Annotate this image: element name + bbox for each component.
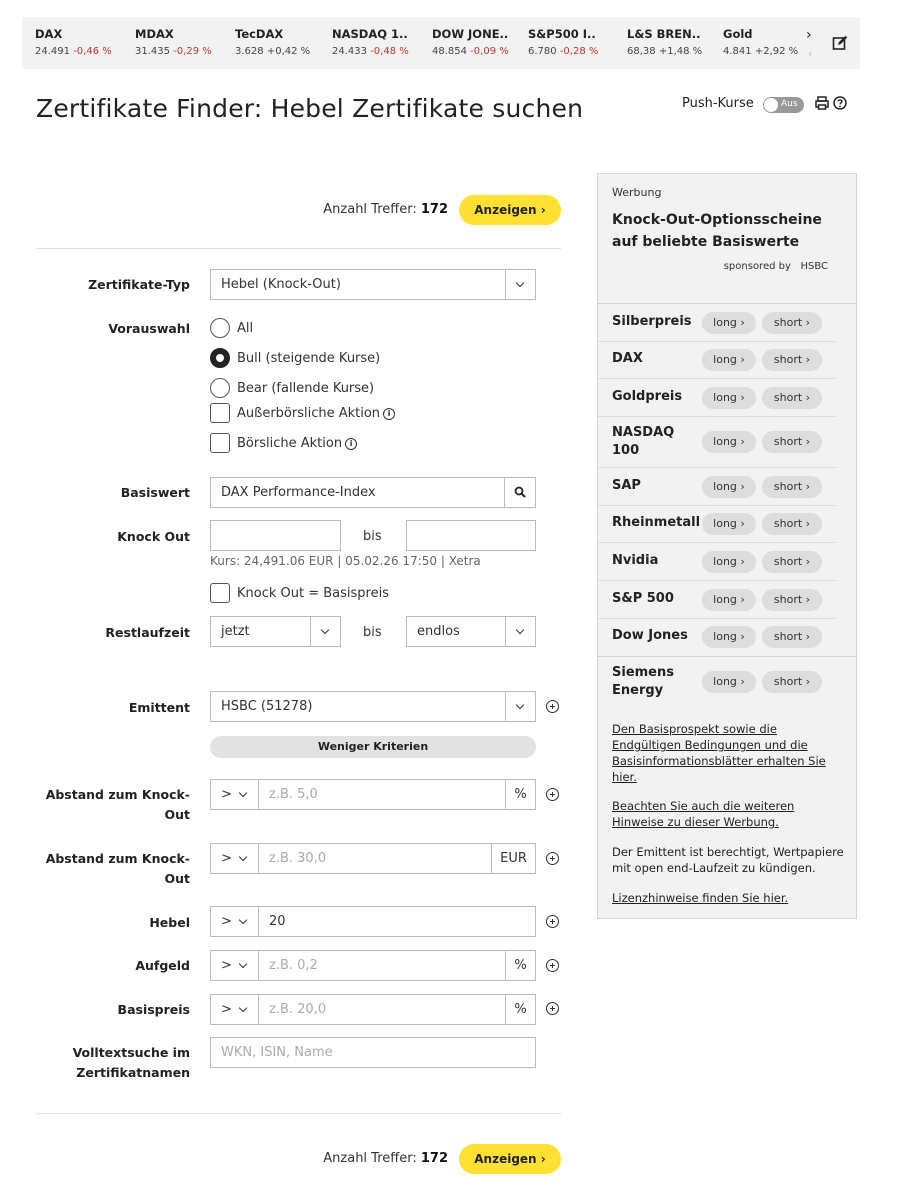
ad-underlying-row — [598, 543, 836, 581]
ticker-value: 24.491 — [35, 46, 70, 57]
issuer-label: Emittent — [128, 700, 190, 715]
premium-placeholder: z.B. 0,2 — [269, 958, 318, 973]
chevron-down-icon — [229, 907, 259, 936]
page-title: Zertifikate Finder: Hebel Zertifikate suchen — [36, 94, 584, 123]
ticker-value: 31.435 — [135, 46, 170, 57]
search-icon — [514, 486, 526, 498]
divider — [36, 1113, 561, 1114]
hits-number: 172 — [420, 202, 448, 217]
edit-icon[interactable] — [832, 35, 848, 51]
checkbox-otc[interactable] — [210, 403, 230, 423]
ticker-item[interactable] — [723, 27, 798, 57]
ad-underlying-row — [598, 342, 836, 379]
search-button[interactable] — [504, 478, 535, 507]
leverage-value: 20 — [269, 914, 286, 929]
leverage-input[interactable] — [258, 906, 536, 937]
leverage-label: Hebel — [149, 915, 190, 930]
ticker-name: S&P500 I.. — [528, 27, 596, 41]
ticker-change: -0,09 % — [470, 46, 509, 57]
ad-underlying-row — [598, 506, 836, 543]
option-all-label: All — [237, 321, 254, 336]
divider — [36, 248, 561, 249]
toggle-state: Aus — [781, 99, 798, 109]
toggle-knob — [764, 98, 778, 112]
ad-underlying-row — [598, 581, 836, 619]
long-button[interactable]: long › — [702, 589, 756, 611]
type-label: Zertifikate-Typ — [88, 277, 190, 292]
hits-number: 172 — [420, 1151, 448, 1166]
option-otc-label: Außerbörsliche Aktion — [237, 406, 381, 421]
long-button[interactable]: long › — [702, 626, 756, 648]
checkbox-ko-equals-strike[interactable] — [210, 583, 230, 603]
knockout-label: Knock Out — [117, 529, 190, 544]
knockout-to-input[interactable] — [406, 520, 536, 551]
ticker-item[interactable] — [432, 27, 509, 57]
short-button[interactable]: short › — [762, 551, 822, 573]
ticker-value: 48.854 — [432, 46, 467, 57]
add-criterion-icon[interactable] — [546, 1002, 559, 1015]
ad-title: Knock-Out-Optionsscheine auf beliebte Basiswerte — [612, 212, 822, 250]
add-criterion-icon[interactable] — [546, 959, 559, 972]
maturity-label: Restlaufzeit — [105, 625, 190, 640]
operator-value: > — [221, 1002, 232, 1017]
option-exchange — [237, 434, 357, 454]
strike-placeholder: z.B. 20,0 — [269, 1002, 327, 1017]
show-results-button[interactable]: Anzeigen › — [459, 195, 561, 225]
show-results-button[interactable]: Anzeigen › — [459, 1144, 561, 1174]
hits-count — [323, 1151, 448, 1166]
operator-value: > — [221, 851, 232, 866]
underlying-name: DAX — [612, 351, 643, 366]
issuer-value: HSBC (51278) — [221, 699, 313, 714]
ticker-change: +1,48 % — [658, 46, 703, 57]
short-button[interactable]: short › — [762, 431, 822, 453]
underlying-name: Silberpreis — [612, 314, 692, 329]
maturity-bis: bis — [363, 625, 382, 640]
type-select[interactable] — [210, 269, 536, 300]
long-button[interactable]: long › — [702, 476, 756, 498]
leverage-operator[interactable] — [210, 906, 259, 937]
operator-value: > — [221, 914, 232, 929]
short-button[interactable]: short › — [762, 626, 822, 648]
maturity-to-select[interactable] — [406, 616, 536, 647]
short-button[interactable]: short › — [762, 387, 822, 409]
distance-pct-placeholder: z.B. 5,0 — [269, 787, 318, 802]
premium-input[interactable] — [258, 950, 536, 981]
ad-underlying-row — [598, 304, 836, 342]
ticker-name: NASDAQ 1.. — [332, 27, 408, 41]
ticker-item[interactable] — [332, 27, 409, 57]
chevron-down-icon — [229, 951, 259, 980]
help-icon[interactable] — [833, 96, 847, 110]
long-button[interactable]: long › — [702, 551, 756, 573]
ticker-item[interactable] — [235, 27, 310, 57]
unit-percent: % — [505, 780, 535, 809]
premium-label: Aufgeld — [135, 958, 190, 973]
short-button[interactable]: short › — [762, 476, 822, 498]
long-button[interactable]: long › — [702, 671, 756, 693]
type-value: Hebel (Knock-Out) — [221, 277, 341, 292]
chevron-down-icon — [310, 617, 340, 646]
hits-count — [323, 202, 448, 217]
distance-pct-label: Abstand zum Knock-Out — [45, 787, 190, 822]
ko-equals-strike-label: Knock Out = Basispreis — [237, 586, 389, 601]
sponsored-by-label: sponsored by — [723, 261, 791, 272]
notes-link[interactable]: Beachten Sie auch die weiteren Hinweise zu dieser Werbung. — [612, 799, 795, 829]
ticker-value: 68,38 — [627, 46, 656, 57]
ticker-change: -0,48 % — [370, 46, 409, 57]
ticker-value: 24.433 — [332, 46, 367, 57]
unit-eur: EUR — [491, 844, 535, 873]
distance-eur-placeholder: z.B. 30,0 — [269, 851, 327, 866]
unit-percent: % — [505, 995, 535, 1024]
ticker-name: TecDAX — [235, 27, 284, 41]
option-exchange-label: Börsliche Aktion — [237, 436, 343, 451]
underlying-name: Goldpreis — [612, 389, 683, 404]
option-bull-label: Bull (steigende Kurse) — [237, 351, 381, 366]
option-bear-label: Bear (fallende Kurse) — [237, 381, 375, 396]
long-button[interactable]: long › — [702, 312, 756, 334]
radio-bear[interactable] — [210, 378, 230, 398]
hits-label: Anzahl Treffer: — [323, 202, 417, 217]
short-button[interactable]: short › — [762, 312, 822, 334]
ad-underlying-row — [598, 417, 836, 468]
short-button[interactable]: short › — [762, 349, 822, 371]
distance-eur-label: Abstand zum Knock-Out — [45, 851, 190, 886]
license-link[interactable]: Lizenzhinweise finden Sie hier. — [612, 891, 789, 905]
ticker-name: DAX — [35, 27, 63, 41]
distance-eur-input[interactable] — [258, 843, 536, 874]
ticker-next-icon[interactable]: › — [806, 27, 812, 43]
add-criterion-icon[interactable] — [546, 915, 559, 928]
ticker-value: 4.841 — [723, 46, 752, 57]
ticker-item[interactable] — [35, 27, 112, 57]
ticker-value: 3.628 — [235, 46, 264, 57]
sponsor-name: HSBC — [800, 261, 828, 272]
fulltext-input[interactable] — [210, 1037, 536, 1068]
underlying-name: NASDAQ 100 — [612, 425, 675, 458]
operator-value: > — [221, 787, 232, 802]
fulltext-placeholder: WKN, ISIN, Name — [221, 1045, 333, 1060]
strike-input[interactable] — [258, 994, 536, 1025]
ticker-change: -0,29 % — [173, 46, 212, 57]
operator-value: > — [221, 958, 232, 973]
underlying-label: Basiswert — [120, 485, 190, 500]
maturity-from-select[interactable] — [210, 616, 341, 647]
distance-pct-input[interactable] — [258, 779, 536, 810]
ad-panel — [597, 173, 857, 919]
add-criterion-icon[interactable] — [546, 852, 559, 865]
underlying-name: Nvidia — [612, 553, 659, 568]
ad-sponsor — [724, 261, 828, 272]
radio-bull[interactable] — [210, 348, 230, 368]
print-icon[interactable] — [815, 96, 829, 110]
market-ticker — [22, 17, 860, 69]
prospectus-link[interactable]: Den Basisprospekt sowie die Endgültigen Bedingungen und die Basisinformationsblätter erhalten Sie hier. — [612, 722, 826, 784]
premium-operator[interactable] — [210, 950, 259, 981]
underlying-name: Dow Jones — [612, 628, 688, 643]
knockout-from-input[interactable] — [210, 520, 341, 551]
chevron-down-icon — [229, 995, 259, 1024]
underlying-name: Siemens Energy — [612, 665, 674, 698]
chevron-down-icon — [229, 844, 259, 873]
issuer-note: Der Emittent ist berechtigt, Wertpapiere mit open end-Laufzeit zu kündigen. — [612, 845, 844, 875]
long-button[interactable]: long › — [702, 431, 756, 453]
short-button[interactable]: short › — [762, 671, 822, 693]
short-button[interactable]: short › — [762, 513, 822, 535]
chevron-down-icon — [505, 617, 535, 646]
long-button[interactable]: long › — [702, 513, 756, 535]
ticker-change: -0,28 % — [559, 46, 599, 57]
underlying-name: Rheinmetall — [612, 515, 701, 530]
ticker-name: L&S BREN.. — [627, 27, 701, 41]
preselect-label: Vorauswahl — [108, 321, 190, 336]
push-label: Push-Kurse — [682, 96, 754, 111]
ad-tag: Werbung — [612, 186, 662, 199]
add-issuer-icon[interactable] — [546, 700, 559, 713]
ticker-change: -0,46 % — [73, 46, 112, 57]
underlying-name: SAP — [612, 478, 641, 493]
ad-underlying-row — [598, 468, 836, 506]
info-icon[interactable]: i — [345, 438, 357, 450]
option-otc — [237, 404, 395, 424]
distance-eur-operator[interactable] — [210, 843, 259, 874]
long-button[interactable]: long › — [702, 387, 756, 409]
push-toggle[interactable] — [763, 97, 804, 113]
ticker-item[interactable] — [135, 27, 212, 57]
issuer-select[interactable] — [210, 691, 536, 722]
unit-percent: % — [505, 951, 535, 980]
underlying-input[interactable] — [210, 477, 536, 508]
chevron-down-icon — [229, 780, 259, 809]
ticker-item[interactable] — [528, 27, 598, 57]
ticker-change: +0,42 % — [266, 46, 311, 57]
chevron-down-icon — [505, 270, 535, 299]
strike-label: Basispreis — [117, 1002, 190, 1017]
fulltext-label: Volltextsuche im Zertifikatnamen — [72, 1045, 190, 1080]
add-criterion-icon[interactable] — [546, 788, 559, 801]
underlying-value: DAX Performance-Index — [221, 485, 376, 500]
knockout-bis: bis — [363, 529, 382, 544]
ticker-name: MDAX — [135, 27, 174, 41]
ticker-change: +2,92 % — [754, 46, 799, 57]
short-button[interactable]: short › — [762, 589, 822, 611]
hits-label: Anzahl Treffer: — [323, 1151, 417, 1166]
ad-underlying-row — [598, 379, 836, 417]
ad-underlying-row — [598, 619, 836, 656]
checkbox-exchange[interactable] — [210, 433, 230, 453]
strike-operator[interactable] — [210, 994, 259, 1025]
maturity-from-value: jetzt — [221, 624, 250, 639]
radio-all[interactable] — [210, 318, 230, 338]
quote-note: Kurs: 24,491.06 EUR | 05.02.26 17:50 | Xetra — [210, 554, 481, 568]
ticker-prev-icon[interactable]: ‹ — [808, 47, 813, 60]
info-icon[interactable]: i — [383, 408, 395, 420]
maturity-to-value: endlos — [417, 624, 460, 639]
distance-pct-operator[interactable] — [210, 779, 259, 810]
ticker-value: 6.780 — [528, 46, 557, 57]
underlying-name: S&P 500 — [612, 591, 674, 606]
chevron-down-icon — [505, 692, 535, 721]
ticker-name: Gold — [723, 27, 753, 41]
ticker-item[interactable] — [627, 27, 702, 57]
ad-underlying-row — [598, 657, 836, 707]
ticker-name: DOW JONE.. — [432, 27, 509, 41]
long-button[interactable]: long › — [702, 349, 756, 371]
less-criteria-button[interactable]: Weniger Kriterien — [210, 736, 536, 758]
